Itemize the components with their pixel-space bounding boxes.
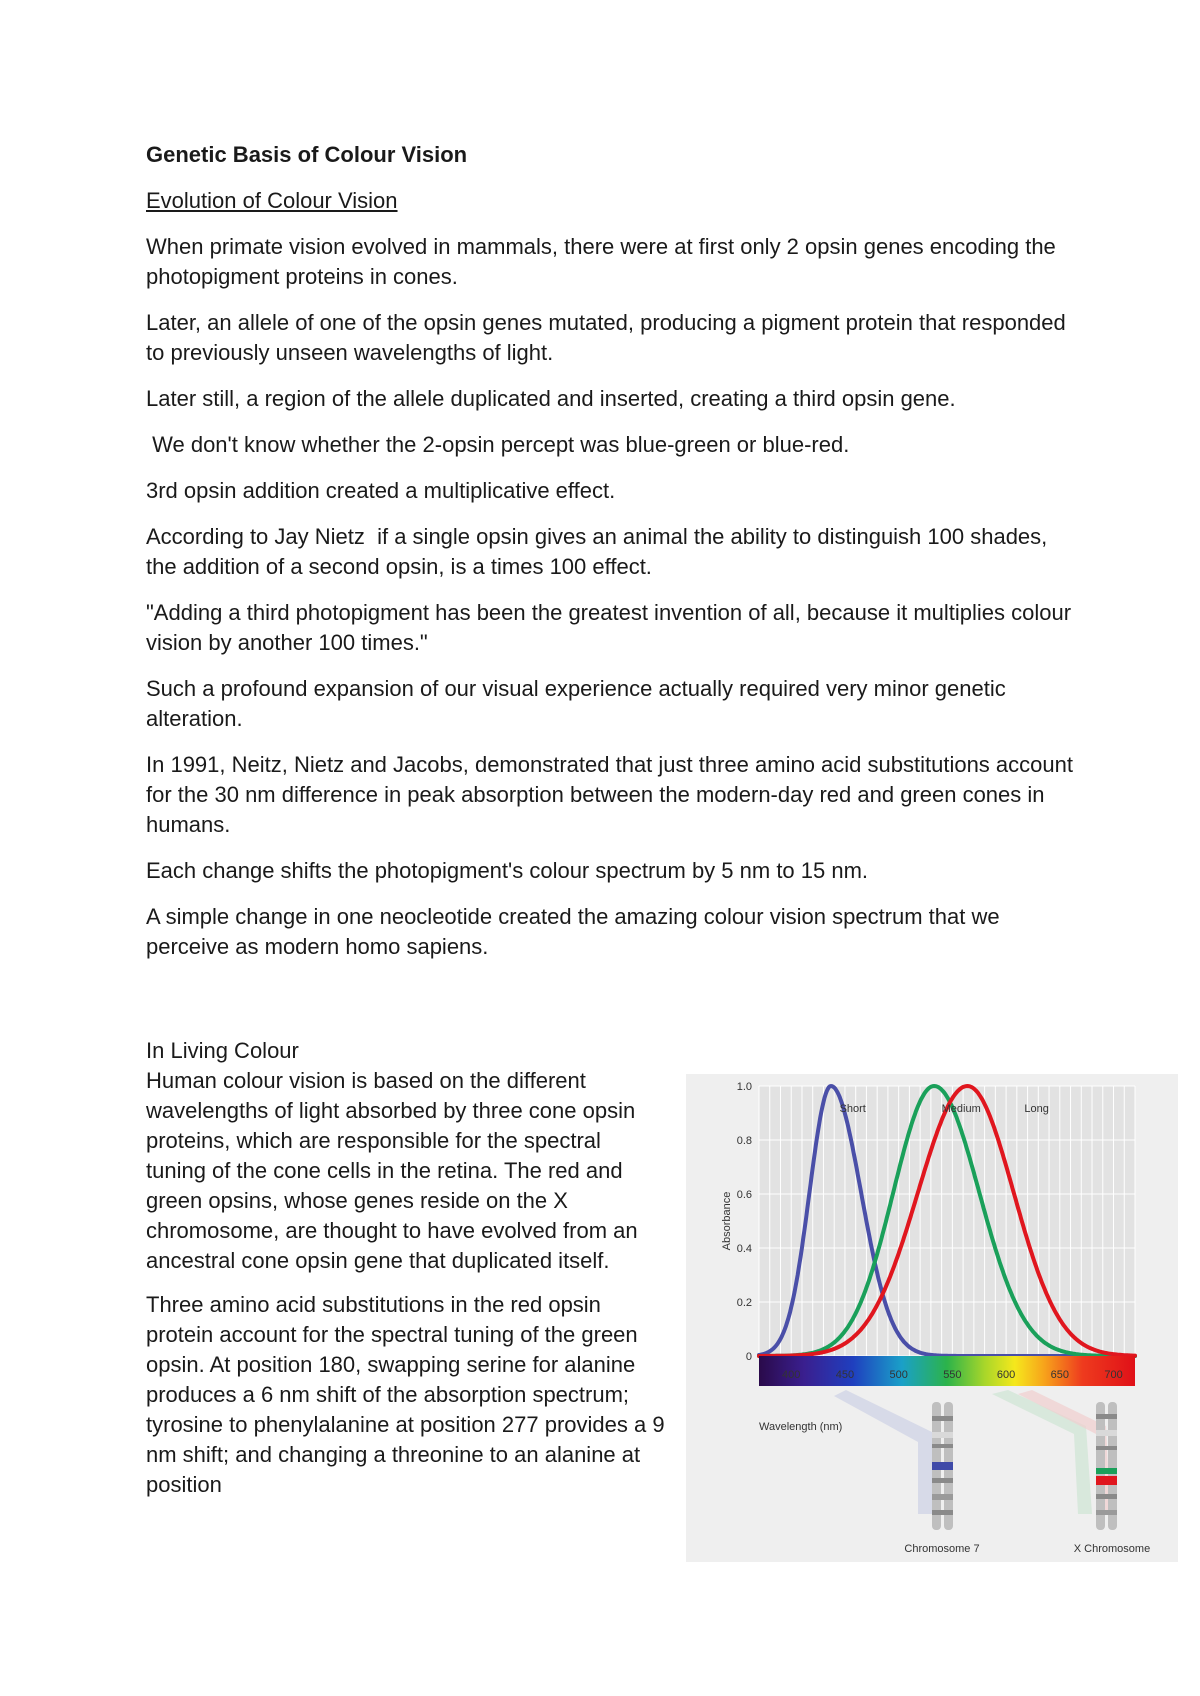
chromosome-7-label: Chromosome 7 [904,1543,980,1555]
y-tick-label: 0 [745,1351,752,1363]
y-tick-label: 0.2 [736,1297,752,1309]
y-tick-label: 0.8 [736,1135,752,1147]
y-tick-labels [737,1081,752,1363]
page-title: Genetic Basis of Colour Vision [146,142,468,167]
x-tick-label: 700 [1104,1369,1123,1381]
y-tick-label: 1.0 [736,1081,752,1093]
paragraph: When primate vision evolved in mammals, there were at first only 2 opsin genes encoding the photopigment proteins in cones. [146,234,1056,289]
blue-opsin-gene-marker [932,1462,953,1470]
absorbance-chart [686,1074,1178,1562]
section-subtitle: Evolution of Colour Vision [146,188,398,213]
y-axis-label: Absorbance [721,1191,733,1251]
y-tick-label: 0.6 [736,1189,752,1201]
x-tick-label: 600 [996,1369,1016,1381]
curve-label-long: Long [1024,1103,1049,1115]
x-tick-label: 400 [782,1369,801,1381]
paragraph: Each change shifts the photopigment's colour spectrum by 5 nm to 15 nm. [146,858,869,883]
green-opsin-gene-marker [1096,1468,1117,1474]
plot-area [759,1086,1135,1356]
projection-band-blue [834,1390,936,1514]
y-tick-label: 0.4 [736,1243,752,1255]
paragraph: 3rd opsin addition created a multiplicative effect. [146,478,616,503]
paragraph: In 1991, Neitz, Nietz and Jacobs, demonstrated that just three amino acid substitutions account for the 30 nm difference in peak absorption between the modern-day red and green cones in humans. [146,752,1073,837]
paragraph: Such a profound expansion of our visual experience actually required very minor genetic alteration. [146,676,1006,731]
paragraph: Later still, a region of the allele duplicated and inserted, creating a third opsin gene. [146,386,956,411]
living-colour-section [146,1036,666,1514]
paragraph: According to Jay Nietz if a single opsin gives an animal the ability to distinguish 100 shades, the addition of a second opsin, is a times 100 effect. [146,524,1054,579]
x-tick-label: 500 [889,1369,908,1381]
paragraph: Human colour vision is based on the different wavelengths of light absorbed by three cone opsin proteins, which are responsible for the spectral tuning of the cone cells in the retina. The red and green opsins, whose genes reside on the X chromosome, are thought to have evolved from an ancestral cone opsin gene that duplicated itself. [146,1068,638,1273]
paragraph: Later, an allele of one of the opsin genes mutated, producing a pigment protein that responded to previously unseen wavelengths of light. [146,310,1066,365]
document-body [146,140,1076,978]
red-opsin-gene-marker [1096,1476,1117,1485]
paragraph: We don't know whether the 2-opsin percept was blue-green or blue-red. [146,432,850,457]
paragraph: Three amino acid substitutions in the red opsin protein account for the spectral tuning of the green opsin. At position 180, swapping serine for alanine produces a 6 nm shift of the absorption spectrum; tyrosine to phenylalanine at position 277 provides a 9 nm shift; and changing a threonine to an alanine at position [146,1292,665,1497]
chromosome-7 [932,1402,953,1530]
x-axis-label: Wavelength (nm) [759,1421,843,1433]
paragraph: A simple change in one neocleotide created the amazing colour vision spectrum that we perceive as modern homo sapiens. [146,904,1000,959]
x-tick-label: 650 [1050,1369,1069,1381]
x-tick-label: 450 [835,1369,855,1381]
curve-label-medium: Medium [941,1103,981,1115]
quote-paragraph: "Adding a third photopigment has been the greatest invention of all, because it multiplies colour vision by another 100 times." [146,600,1072,655]
projection-band-green [992,1390,1092,1514]
x-chromosome-label: X Chromosome [1073,1543,1151,1555]
section-heading: In Living Colour [146,1038,299,1063]
curve-label-short: Short [839,1103,866,1115]
absorbance-figure [686,1074,1178,1562]
x-tick-label: 550 [943,1369,962,1381]
